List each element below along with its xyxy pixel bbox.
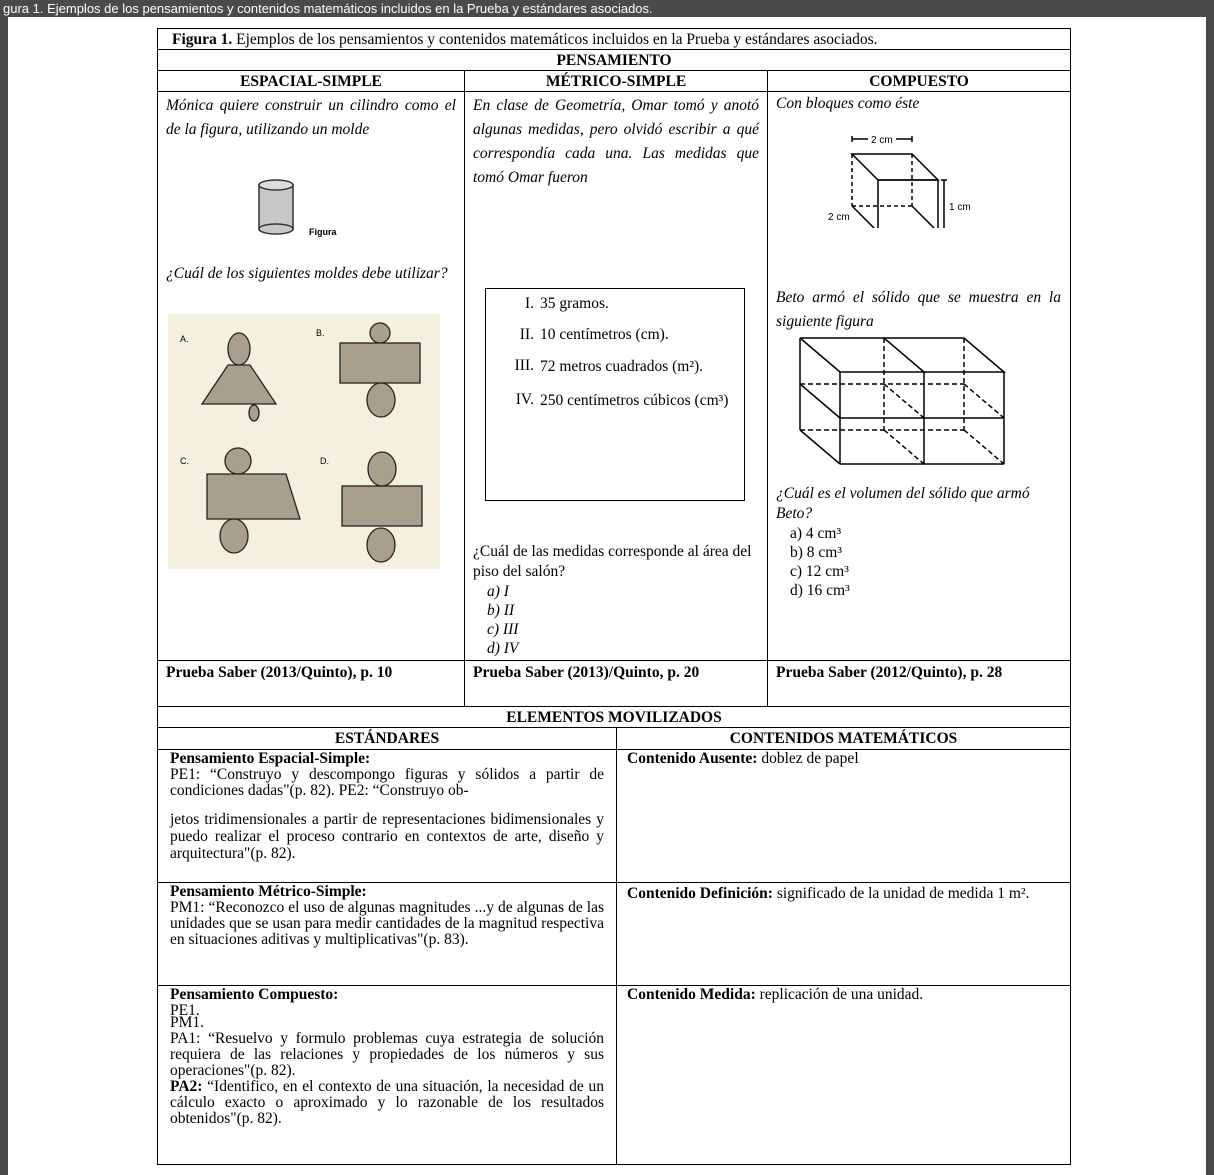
measure-4: IV. 250 centímetros cúbicos (cm³): [515, 391, 729, 409]
metrico-option-c: c) III: [487, 621, 519, 638]
mold-d-label: D.: [320, 456, 329, 466]
compuesto-option-c: c) 12 cm³: [790, 563, 849, 580]
col-estandares: ESTÁNDARES: [334, 730, 440, 747]
col-espacial: ESPACIAL-SIMPLE: [240, 73, 382, 90]
compuesto-option-b: b) 8 cm³: [790, 544, 842, 561]
standard-metrico-body: PM1: “Reconozco el uso de algunas magnitudes ...y de algunas de las unidades que se usan para medir cantidades de la magnitud respectiva en situaciones aditivas y multiplicativas"(p. 83).: [170, 899, 604, 948]
mold-c-label: C.: [180, 456, 189, 466]
source-espacial: Prueba Saber (2013/Quinto), p. 10: [166, 664, 393, 681]
problem-espacial: [158, 92, 464, 660]
metrico-question: ¿Cuál de las medidas corresponde al área del piso del salón?: [473, 543, 752, 580]
standard-espacial-heading: Pensamiento Espacial-Simple:: [170, 750, 371, 767]
compuesto-option-a: a) 4 cm³: [790, 525, 842, 542]
content-compuesto: [616, 986, 1070, 1164]
problems-row: [158, 92, 1070, 661]
source-metrico: Prueba Saber (2013)/Quinto, p. 20: [464, 661, 767, 706]
content-compuesto-text: replicación de una unidad.: [755, 986, 924, 1003]
compuesto-text2: Beto armó el sólido que se muestra en la siguiente figura: [776, 289, 1061, 330]
cylinder-label: Figura: [309, 227, 337, 237]
standard-metrico: [158, 883, 616, 985]
cylinder-figure: [254, 177, 364, 242]
column-headers-2: [158, 728, 1070, 750]
metrico-intro: En clase de Geometría, Omar tomó y anotó algunas medidas, pero olvidó escribir a qué correspondía cada una. Las medidas que tomó Omar fueron: [473, 97, 759, 186]
compuesto-option-d: d) 16 cm³: [790, 582, 850, 599]
dim-top: 2 cm: [871, 135, 893, 146]
espacial-question: ¿Cuál de los siguientes moldes debe utilizar?: [166, 265, 448, 282]
caption: [158, 29, 1070, 49]
caption-text: Ejemplos de los pensamientos y contenidos matemáticos incluidos en la Prueba y estándares asociados.: [232, 31, 878, 48]
metrico-options: [473, 582, 518, 658]
espacial-intro: Mónica quiere construir un cilindro como el de la figura, utilizando un molde: [166, 97, 456, 138]
problem-metrico: [464, 92, 767, 660]
measure-3: III. 72 metros cuadrados (m²).: [514, 357, 704, 375]
standard-compuesto: [158, 986, 616, 1164]
standard-metrico-row: [158, 883, 1070, 986]
content-espacial: [616, 750, 1070, 882]
compuesto-intro: Con bloques como éste: [776, 95, 920, 112]
block-figure: [828, 128, 978, 228]
measure-2: II. 10 centímetros (cm).: [519, 326, 669, 343]
compuesto-question: ¿Cuál es el volumen del sólido que armó Beto?: [776, 485, 1030, 522]
standard-metrico-heading: Pensamiento Métrico-Simple:: [170, 883, 367, 900]
top-banner: gura 1. Ejemplos de los pensamientos y contenidos matemáticos incluidos en la Prueba y estándares asociados.: [0, 0, 1214, 17]
column-headers: [158, 71, 1070, 92]
content-espacial-label: Contenido Ausente:: [627, 750, 758, 767]
problem-compuesto: [767, 92, 1070, 660]
standard-compuesto-pa1: PA1: “Resuelvo y formulo problemas cuya estrategia de solución requiera de las relaciones y propiedades de los números y sus operaciones"(p. 82).: [170, 1030, 604, 1079]
col-compuesto: COMPUESTO: [767, 71, 1070, 91]
col-contenidos: CONTENIDOS MATEMÁTICOS: [616, 728, 1070, 749]
standard-compuesto-pm1: PM1.: [170, 1014, 205, 1031]
dim-right: 1 cm: [949, 202, 971, 213]
molds-image: [168, 314, 440, 569]
standard-compuesto-heading: Pensamiento Compuesto:: [170, 986, 339, 1003]
mold-a-label: A.: [180, 334, 189, 344]
metrico-option-d: d) IV: [487, 640, 519, 657]
standard-compuesto-pa2: PA2: “Identifico, en el contexto de una situación, la necesidad de un cálculo exacto o aproximado y lo razonable de los resultados obtenidos"(p. 82).: [170, 1078, 604, 1127]
mold-b-label: B.: [316, 328, 325, 338]
section-title: PENSAMIENTO: [556, 52, 672, 69]
standard-espacial-body1: PE1: “Construyo y descompongo figuras y sólidos a partir de condiciones dadas"(p. 82). PE2: “Construyo ob-: [170, 766, 604, 799]
figure-table: [157, 28, 1071, 1165]
caption-row: [158, 29, 1070, 50]
col-metrico: MÉTRICO-SIMPLE: [464, 71, 767, 91]
solid-figure: [794, 332, 1034, 470]
source-compuesto: Prueba Saber (2012/Quinto), p. 28: [767, 661, 1070, 706]
standard-espacial: [158, 750, 616, 882]
metrico-option-b: b) II: [487, 602, 515, 619]
caption-label: Figura 1.: [172, 31, 233, 48]
dim-left: 2 cm: [828, 212, 850, 223]
section2-title: ELEMENTOS MOVILIZADOS: [506, 709, 722, 726]
standard-compuesto-row: [158, 986, 1070, 1164]
compuesto-options: [776, 524, 850, 600]
measures-box: [485, 288, 745, 501]
content-compuesto-label: Contenido Medida:: [627, 986, 756, 1003]
section-pensamiento: [158, 50, 1070, 71]
content-metrico-label: Contenido Definición:: [627, 885, 773, 902]
content-espacial-text: doblez de papel: [757, 750, 859, 767]
metrico-option-a: a) I: [487, 583, 509, 600]
standard-compuesto-pe1: PE1.: [170, 1002, 200, 1019]
standard-espacial-body2: jetos tridimensionales a partir de representaciones bidimensionales y puedo realizar el proceso contrario en contextos de arte, diseño y arquitectura"(p. 82).: [170, 811, 604, 862]
standard-espacial-row: [158, 750, 1070, 883]
measure-1: I. 35 gramos.: [524, 295, 609, 312]
content-metrico: [616, 883, 1070, 985]
content-metrico-text: significado de la unidad de medida 1 m².: [772, 885, 1030, 902]
section-elementos: [158, 707, 1070, 728]
sources-row: [158, 661, 1070, 707]
